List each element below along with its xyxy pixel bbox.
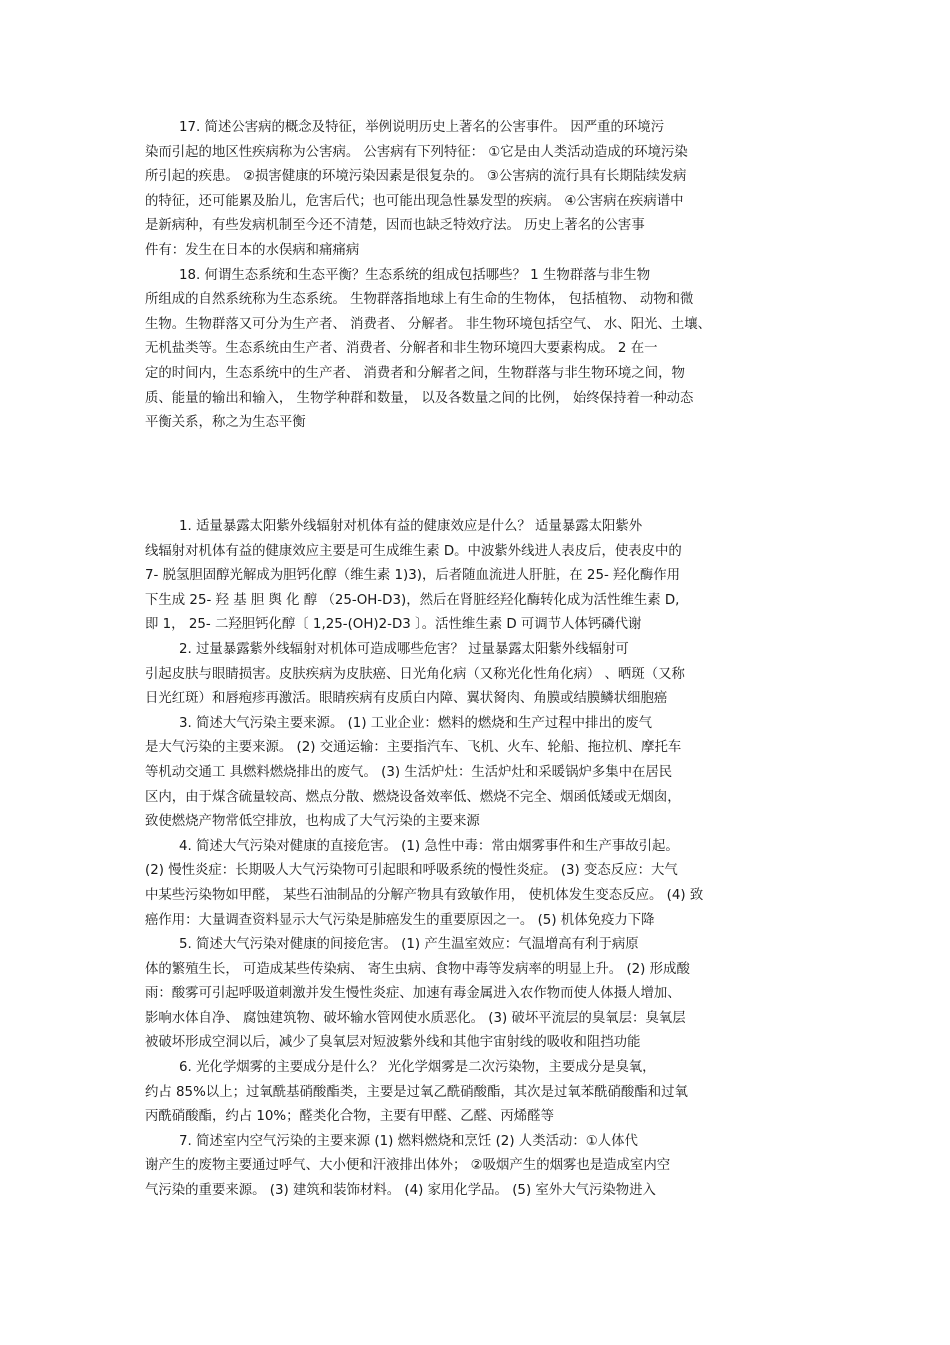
text-line: (2) 慢性炎症：长期吸人大气污染物可引起眼和呼吸系统的慢性炎症。 (3) 变态反应：大气	[145, 863, 678, 879]
text-line: 件有：发生在日本的水俣病和痛痛病	[145, 242, 360, 258]
text-line: 日光红斑）和唇疱疹再激活。眼睛疾病有皮质白内障、翼状胬肉、角膜或结膜鳞状细胞癌	[145, 691, 668, 707]
text-line: 下生成 25- 羟 基 胆 舆 化 醇 （25-OH-D3)，然后在肾脏经羟化酶转化成为活性维生素 D,	[145, 592, 680, 608]
text-line: 无机盐类等。生态系统由生产者、消费者、分解者和非生物环境四大要素构成。 2 在一	[145, 341, 658, 357]
text-line: 雨：酸雾可引起呼吸道刺激并发生慢性炎症、加速有毒金属进入农作物而使人体摄人增加、	[145, 986, 681, 1002]
text-line: 等机动交通工 具燃料燃烧排出的废气。 (3) 生活炉灶：生活炉灶和采暖锅炉多集中在居民	[145, 764, 673, 780]
text-block-air-pollution	[145, 515, 805, 1204]
text-line: 6. 光化学烟雾的主要成分是什么？ 光化学烟雾是二次污染物，主要成分是臭氧，	[179, 1060, 656, 1076]
text-line: 致使燃烧产物常低空排放，也构成了大气污染的主要来源	[145, 814, 480, 830]
text-line: 是大气污染的主要来源。 (2) 交通运输：主要指汽车、飞机、火车、轮船、拖拉机、摩托车	[145, 740, 682, 756]
text-line: 平衡关系，称之为生态平衡	[145, 415, 306, 431]
text-line: 5. 简述大气污染对健康的间接危害。 (1) 产生温室效应：气温增高有利于病原	[179, 937, 639, 953]
text-line: 1. 适量暴露太阳紫外线辐射对机体有益的健康效应是什么？ 适量暴露太阳紫外	[179, 519, 643, 534]
text-line: 7- 脱氢胆固醇光解成为胆钙化醇（维生素 1)3)，后者随血流进人肝脏，在 25- 羟化酶作用	[145, 568, 681, 584]
text-line: 18. 何谓生态系统和生态平衡？生态系统的组成包括哪些？ 1 生物群落与非生物	[179, 267, 651, 283]
text-line: 谢产生的废物主要通过呼气、大小便和汗液排出体外； ②吸烟产生的烟雾也是造成室内空	[145, 1158, 671, 1174]
text-line: 所引起的疾患。 ②损害健康的环境污染因素是很复杂的。 ③公害病的流行具有长期陆续发病	[145, 169, 687, 185]
text-line: 影响水体自净、 腐蚀建筑物、破坏输水管网使水质恶化。 (3) 破坏平流层的臭氧层：臭氧层	[145, 1010, 686, 1026]
text-line: 线辐射对机体有益的健康效应主要是可生成维生素 D。中波紫外线进人表皮后，使表皮中的	[145, 543, 682, 559]
text-line: 被破坏形成空洞以后，减少了臭氧层对短波紫外线和其他宇宙射线的吸收和阻挡功能	[145, 1035, 641, 1051]
text-line: 约占 85%以上；过氧酰基硝酸酯类，主要是过氧乙酰硝酸酯，其次是过氧苯酰硝酸酯和过氧	[145, 1084, 688, 1100]
text-line: 引起皮肤与眼睛损害。皮肤疾病为皮肤癌、日光角化病（又称光化性角化病） 、晒斑（又称	[145, 666, 685, 682]
text-line: 所组成的自然系统称为生态系统。 生物群落指地球上有生命的生物体， 包括植物、 动物和微	[145, 292, 694, 308]
text-line: 癌作用：大量调查资料显示大气污染是肺癌发生的重要原因之一。 (5) 机体免疫力下降	[145, 912, 655, 928]
text-line: 染而引起的地区性疾病称为公害病。 公害病有下列特征： ①它是由人类活动造成的环境污染	[145, 144, 688, 160]
text-line: 气污染的重要来源。 (3) 建筑和装饰材料。 (4) 家用化学品。 (5) 室外大气污染物进入	[145, 1183, 656, 1199]
text-line: 7. 简述室内空气污染的主要来源 (1) 燃料燃烧和烹饪 (2) 人类活动：①人体代	[179, 1133, 638, 1149]
text-line: 中某些污染物如甲醛， 某些石油制品的分解产物具有致敏作用， 使机体发生变态反应。 (4) 致	[145, 887, 704, 903]
text-line: 即 1， 25- 二羟胆钙化醇〔 1,25-(OH)2-D3 〕。活性维生素 D 可调节人体钙磷代谢	[145, 617, 642, 633]
text-line: 的特征，还可能累及胎儿，危害后代；也可能出现急性暴发型的疾病。 ④公害病在疾病谱中	[145, 193, 684, 209]
text-line: 丙酰硝酸酯，约占 10%；醛类化合物，主要有甲醛、乙醛、丙烯醛等	[145, 1109, 554, 1125]
text-line: 17. 简述公害病的概念及特征，举例说明历史上著名的公害事件。 因严重的环境污	[179, 120, 665, 135]
text-line: 4. 简述大气污染对健康的直接危害。 (1) 急性中毒：常由烟雾事件和生产事故引起。	[179, 838, 679, 854]
text-line: 3. 简述大气污染主要来源。 (1) 工业企业：燃料的燃烧和生产过程中排出的废气	[179, 715, 653, 731]
text-line: 质、能量的输出和输入， 生物学种群和数量， 以及各数量之间的比例， 始终保持着一种动态	[145, 390, 694, 406]
text-line: 是新病种，有些发病机制至今还不清楚，因而也缺乏特效疗法。 历史上著名的公害事	[145, 218, 645, 234]
text-line: 区内，由于煤含硫量较高、燃点分散、燃烧设备效率低、燃烧不完全、烟函低矮或无烟囱，	[145, 789, 681, 805]
text-line: 2. 过量暴露紫外线辐射对机体可造成哪些危害？ 过量暴露太阳紫外线辐射可	[179, 641, 629, 657]
text-line: 体的繁殖生长， 可造成某些传染病、 寄生虫病、食物中毒等发病率的明显上升。 (2) 形成酸	[145, 961, 690, 977]
text-line: 生物。生物群落又可分为生产者、 消费者、 分解者。 非生物环境包括空气、 水、阳光、土壤、	[145, 316, 712, 332]
text-line: 定的时间内，生态系统中的生产者、 消费者和分解者之间，生物群落与非生物环境之间，物	[145, 365, 685, 381]
text-block-ecology	[145, 116, 805, 436]
